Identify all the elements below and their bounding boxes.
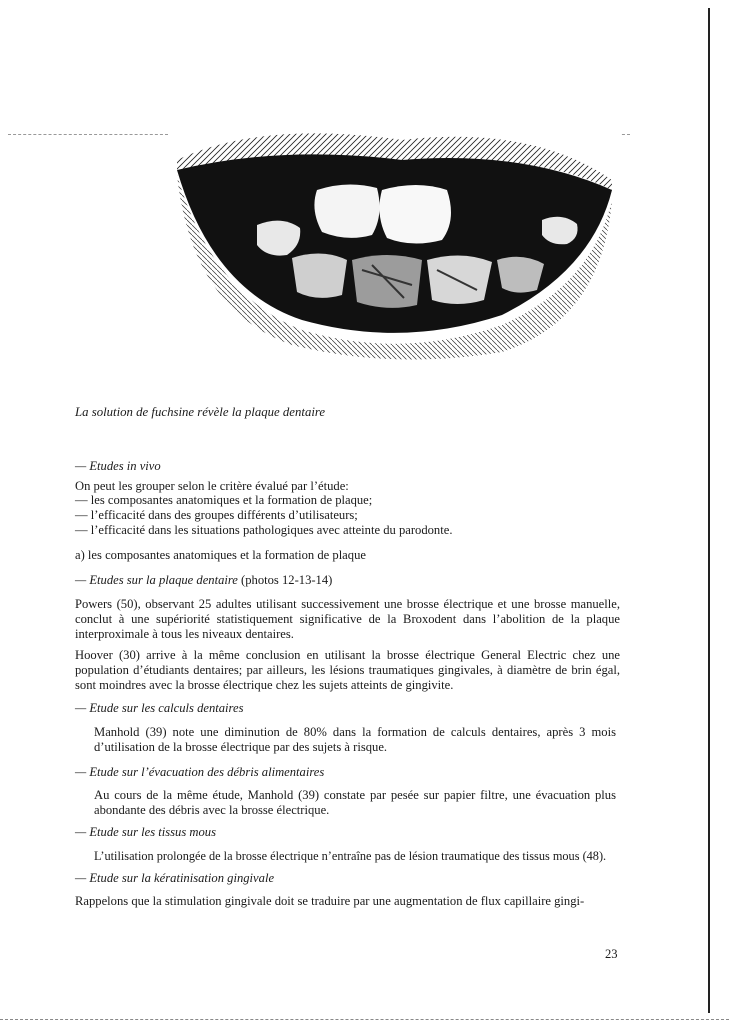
paragraph-keratinisation: Rappelons que la stimulation gingivale doit se traduire par une augmentation de flux capillaire gingi- (75, 894, 585, 908)
subheading-debris: — Etude sur l’évacuation des débris alimentaires (75, 765, 325, 779)
criteria-item: — les composantes anatomiques et la formation de plaque; (75, 493, 373, 507)
figure-caption: La solution de fuchsine révèle la plaque dentaire (75, 405, 326, 419)
page-edge-right (708, 8, 710, 1013)
scan-artifact-left (8, 134, 168, 135)
paragraph-hoover: Hoover (30) arrive à la même conclusion en utilisant la brosse électrique General Electric chez une population d’étudiants dentaires; par ailleurs, les lésions traumatiques gingivales, à diamètre de brin égal, sont moindres avec la brosse électrique chez les sujets atteints de gingivite. (75, 648, 620, 692)
subheading-dash: — (75, 573, 90, 587)
paragraph-tissus: L’utilisation prolongée de la brosse électrique n’entraîne pas de lésion traumatique des tissus mous (48). (94, 849, 607, 863)
subheading-keratinisation: — Etude sur la kératinisation gingivale (75, 871, 275, 885)
subheading-plaque (75, 573, 620, 587)
subheading-plaque-suffix: (photos 12-13-14) (237, 573, 333, 587)
subheading-calculs: — Etude sur les calculs dentaires (75, 701, 244, 715)
intro-line: On peut les grouper selon le critère évalué par l’étude: (75, 479, 349, 493)
section-a-heading: a) les composantes anatomiques et la formation de plaque (75, 548, 366, 562)
mouth-photo-image (172, 120, 620, 362)
mouth-photo (172, 120, 620, 362)
criteria-item: — l’efficacité dans les situations pathologiques avec atteinte du parodonte. (75, 523, 453, 537)
page-edge-bottom (0, 1019, 729, 1021)
heading-in-vivo: — Etudes in vivo (75, 459, 161, 473)
paragraph-powers: Powers (50), observant 25 adultes utilisant successivement une brosse électrique et une brosse manuelle, conclut à une supériorité statistiquement significative de la Broxodent dans l’abolition de la plaque interproximale à tous les niveaux dentaires. (75, 597, 620, 641)
subheading-tissus: — Etude sur les tissus mous (75, 825, 216, 839)
subheading-plaque-title: Etudes sur la plaque dentaire (89, 573, 238, 587)
paragraph-debris: Au cours de la même étude, Manhold (39) constate par pesée sur papier filtre, une évacuation plus abondante des débris avec la brosse électrique. (94, 788, 616, 817)
page-number: 23 (605, 947, 618, 961)
criteria-item: — l’efficacité dans des groupes différents d’utilisateurs; (75, 508, 358, 522)
paragraph-calculs: Manhold (39) note une diminution de 80% dans la formation de calculs dentaires, après 3 mois d’utilisation de la brosse électrique par des sujets à risque. (94, 725, 616, 754)
